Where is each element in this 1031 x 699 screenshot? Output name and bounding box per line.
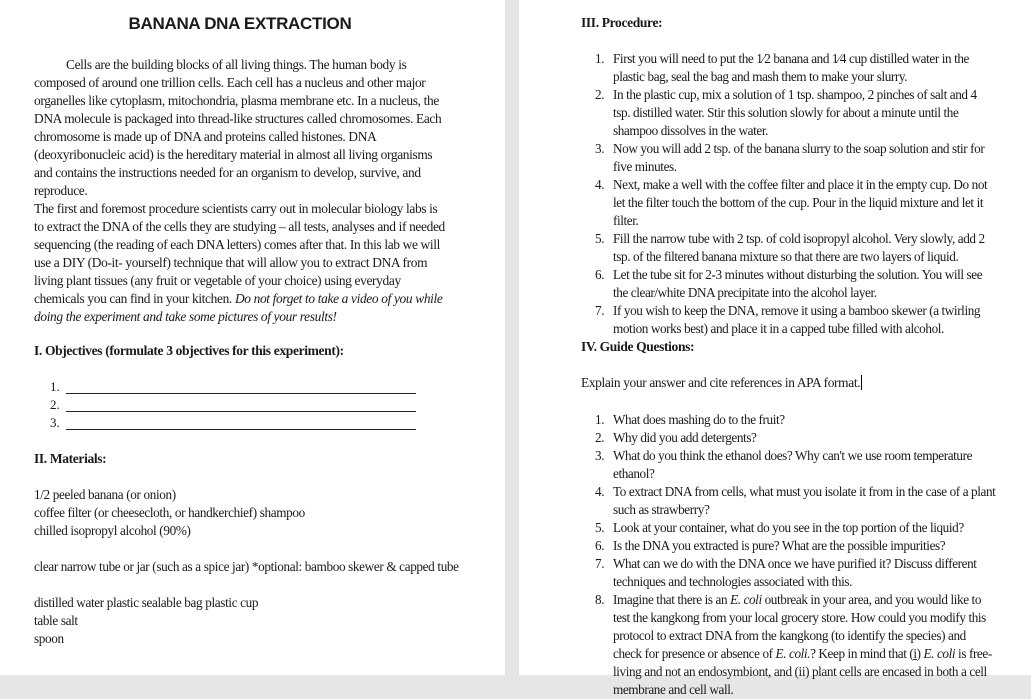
material-line: clear narrow tube or jar (such as a spice jar) *optional: bamboo skewer & capped tube [34,559,459,574]
objective-line-2[interactable]: 2. [50,397,66,413]
procedure-step[interactable]: 2. In the plastic cup, mix a solution of 1 tsp. shampoo, 2 pinches of salt and 4 tsp. distilled water. Stir this solution slowly for about a minute until the shampoo dissolves in the water. [595,87,977,138]
second-paragraph[interactable]: The first and foremost procedure scientists carry out in molecular biology labs is to extract the DNA of the cells they are studying – all tests, analyses and if needed sequencing (the reading of each DNA letters) comes after that. In this lab we will use a DIY (Do-it- yourself) technique that will allow you to extract DNA from living plant tissues (any fruit or vegetable of your choice) using everyday chemicals you can find in your kitchen. Do not forget to take a video of you while doing the experiment and take some pictures of your results! [34,201,445,324]
page-left [0,0,505,675]
procedure-step[interactable]: 6. Let the tube sit for 2-3 minutes without disturbing the solution. You will see the clear/white DNA precipitate into the alcohol layer. [595,267,983,300]
material-line: spoon [34,631,64,646]
objective-line-1[interactable]: 1. [50,379,66,395]
page-gutter [505,0,519,675]
guide-questions-heading: IV. Guide Questions: [581,339,695,354]
material-line: distilled water plastic sealable bag plastic cup [34,595,259,610]
procedure-step[interactable]: 1. First you will need to put the 1⁄2 banana and 1⁄4 cup distilled water in the plastic bag, seal the bag and mash them to make your slurry. [595,51,969,84]
materials-heading: II. Materials: [34,451,107,466]
reminder-italic: Do not forget to take a video of you while doing the experiment and take some pictures of your results! [34,291,443,324]
guide-question[interactable]: 4. To extract DNA from cells, what must you isolate it from in the case of a plant such as strawberry? [595,484,996,517]
procedure-step[interactable]: 7. If you wish to keep the DNA, remove it using a bamboo skewer (a twirling motion works best) and place it in a capped tube filled with alcohol. [595,303,981,336]
guide-questions-list [581,411,997,699]
material-line: coffee filter (or cheesecloth, or handkerchief) shampoo [34,505,305,520]
procedure-step[interactable]: 5. Fill the narrow tube with 2 tsp. of cold isopropyl alcohol. Very slowly, add 2 tsp. of the filtered banana mixture so that there are two layers of liquid. [595,231,985,264]
guide-instruction[interactable]: Explain your answer and cite references in APA format. [581,375,861,390]
guide-question[interactable]: 6. Is the DNA you extracted is pure? What are the possible impurities? [595,538,946,553]
objectives-heading: I. Objectives (formulate 3 objectives for this experiment): [34,343,344,358]
material-line: table salt [34,613,78,628]
material-line: 1/2 peeled banana (or onion) [34,487,176,502]
page-right [519,0,1031,697]
guide-question[interactable]: 3. What do you think the ethanol does? Why can't we use room temperature ethanol? [595,448,973,481]
material-line: chilled isopropyl alcohol (90%) [34,523,191,538]
procedure-heading: III. Procedure: [581,15,663,30]
guide-question[interactable]: 1. What does mashing do to the fruit? [595,412,785,427]
procedure-step[interactable]: 4. Next, make a well with the coffee filter and place it in the empty cup. Do not let the filter touch the bottom of the cup. Pour in the liquid mixture and let it filter. [595,177,988,228]
document-title: BANANA DNA EXTRACTION [128,14,352,33]
procedure-step[interactable]: 3. Now you will add 2 tsp. of the banana slurry to the soap solution and stir for five minutes. [595,141,985,174]
guide-question[interactable]: 5. Look at your container, what do you see in the top portion of the liquid? [595,520,964,535]
guide-question[interactable]: 7. What can we do with the DNA once we have purified it? Discuss different techniques and technologies associated with this. [595,556,977,589]
intro-paragraph[interactable]: Cells are the building blocks of all living things. The human body is composed of around one trillion cells. Each cell has a nucleus and other major organelles like cytoplasm, mitochondria, plasma membrane etc. In a nucleus, the DNA molecule is packaged into thread-like structures called chromosomes. Each chromosome is made up of DNA and proteins called histones. DNA (deoxyribonucleic acid) is the hereditary material in almost all living organisms and contains the instructions needed for an organism to develop, survive, and reproduce. [34,57,442,198]
text-cursor [861,375,862,390]
objective-line-3[interactable]: 3. [50,415,66,431]
guide-question[interactable]: 2. Why did you add detergents? [595,430,757,445]
procedure-list [581,50,993,338]
guide-question-8[interactable]: 8. Imagine that there is an E. coli outbreak in your area, and you would like to test the kangkong from your local grocery store. How could you modify this protocol to extract DNA from the kangkong (to identify the species) and check for presence or absence of E. coli.? Keep in mind that (i) E. coli is free-living and not an endosymbiont, and (ii) plant cells are encased in both a cell membrane and cell wall. [595,592,992,697]
